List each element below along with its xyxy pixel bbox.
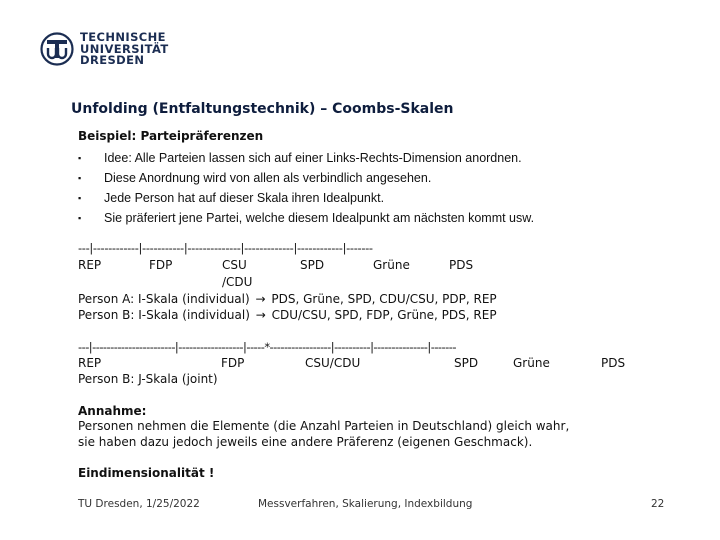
scale-2-label-csu-cdu: CSU/CDU: [305, 356, 361, 370]
scale-1-label-pds: PDS: [449, 258, 474, 272]
person-b-joint-scale: Person B: J-Skala (joint): [78, 372, 218, 386]
footer-course-title: Messverfahren, Skalierung, Indexbildung: [258, 498, 473, 510]
scale-2-label-rep: REP: [78, 356, 102, 370]
eindimensionalitaet-note: Eindimensionalität !: [78, 466, 215, 480]
scale-1-label-spd: SPD: [300, 258, 325, 272]
bullet-text: Jede Person hat auf dieser Skala ihren Idealpunkt.: [104, 191, 385, 205]
bullet-text: Sie präferiert jene Partei, welche diesem Idealpunkt am nächsten kommt usw.: [104, 211, 535, 225]
person-a-order: PDS, Grüne, SPD, CDU/CSU, PDP, REP: [271, 292, 497, 306]
bullet-list: [78, 148, 638, 228]
scale-1-line: ---|------------|-----------|--------------|-------------|------------|-------: [78, 241, 373, 255]
annahme-heading: Annahme:: [78, 404, 147, 418]
bullet-item: [78, 188, 638, 208]
bullet-square-icon: ▪: [78, 213, 82, 223]
logo-line-2: UNIVERSITÄT: [80, 41, 169, 56]
scale-1-label-csu: CSU: [222, 258, 247, 272]
scale-1-label-fdp: FDP: [149, 258, 173, 272]
annahme-line-1: Personen nehmen die Elemente (die Anzahl Parteien in Deutschland) gleich wahr,: [78, 419, 570, 433]
person-b-ranking: [78, 307, 497, 323]
logo-line-1: TECHNISCHE: [80, 30, 166, 44]
scale-2-line: ---|-----------------------|------------------|-----*-----------------|----------|---------------|-------: [78, 340, 456, 354]
bullet-square-icon: ▪: [78, 193, 82, 203]
bullet-item: [78, 208, 638, 228]
logo-line-3: DRESDEN: [80, 53, 145, 67]
example-heading: Beispiel: Parteipräferenzen: [78, 129, 264, 143]
bullet-text: Idee: Alle Parteien lassen sich auf einer Links-Rechts-Dimension anordnen.: [104, 151, 522, 165]
person-b-label: Person B: I-Skala (individual): [78, 308, 250, 322]
tu-dresden-logo: [40, 32, 240, 72]
page-number: 22: [651, 498, 665, 510]
bullet-item: [78, 168, 638, 188]
scale-2-label-spd: SPD: [454, 356, 479, 370]
annahme-line-2: sie haben dazu jedoch jeweils eine andere Präferenz (eigenen Geschmack).: [78, 435, 533, 449]
footer-date: TU Dresden, 1/25/2022: [78, 498, 200, 510]
arrow-right-icon: →: [255, 308, 266, 322]
slide-title: Unfolding (Entfaltungstechnik) – Coombs-Skalen: [71, 101, 454, 117]
bullet-square-icon: ▪: [78, 153, 82, 163]
scale-1-label-cdu: /CDU: [222, 275, 253, 289]
logo-wordmark: [80, 32, 169, 67]
person-a-label: Person A: I-Skala (individual): [78, 292, 250, 306]
scale-2-label-fdp: FDP: [221, 356, 245, 370]
scale-2-label-pds: PDS: [601, 356, 626, 370]
person-a-ranking: [78, 291, 497, 307]
scale-2-label-gruene: Grüne: [513, 356, 550, 370]
bullet-square-icon: ▪: [78, 173, 82, 183]
bullet-text: Diese Anordnung wird von allen als verbindlich angesehen.: [104, 171, 432, 185]
person-b-order: CDU/CSU, SPD, FDP, Grüne, PDS, REP: [271, 308, 497, 322]
bullet-item: [78, 148, 638, 168]
tu-dresden-emblem-icon: [40, 32, 74, 66]
arrow-right-icon: →: [255, 292, 266, 306]
scale-1-label-rep: REP: [78, 258, 102, 272]
scale-1-label-gruene: Grüne: [373, 258, 410, 272]
